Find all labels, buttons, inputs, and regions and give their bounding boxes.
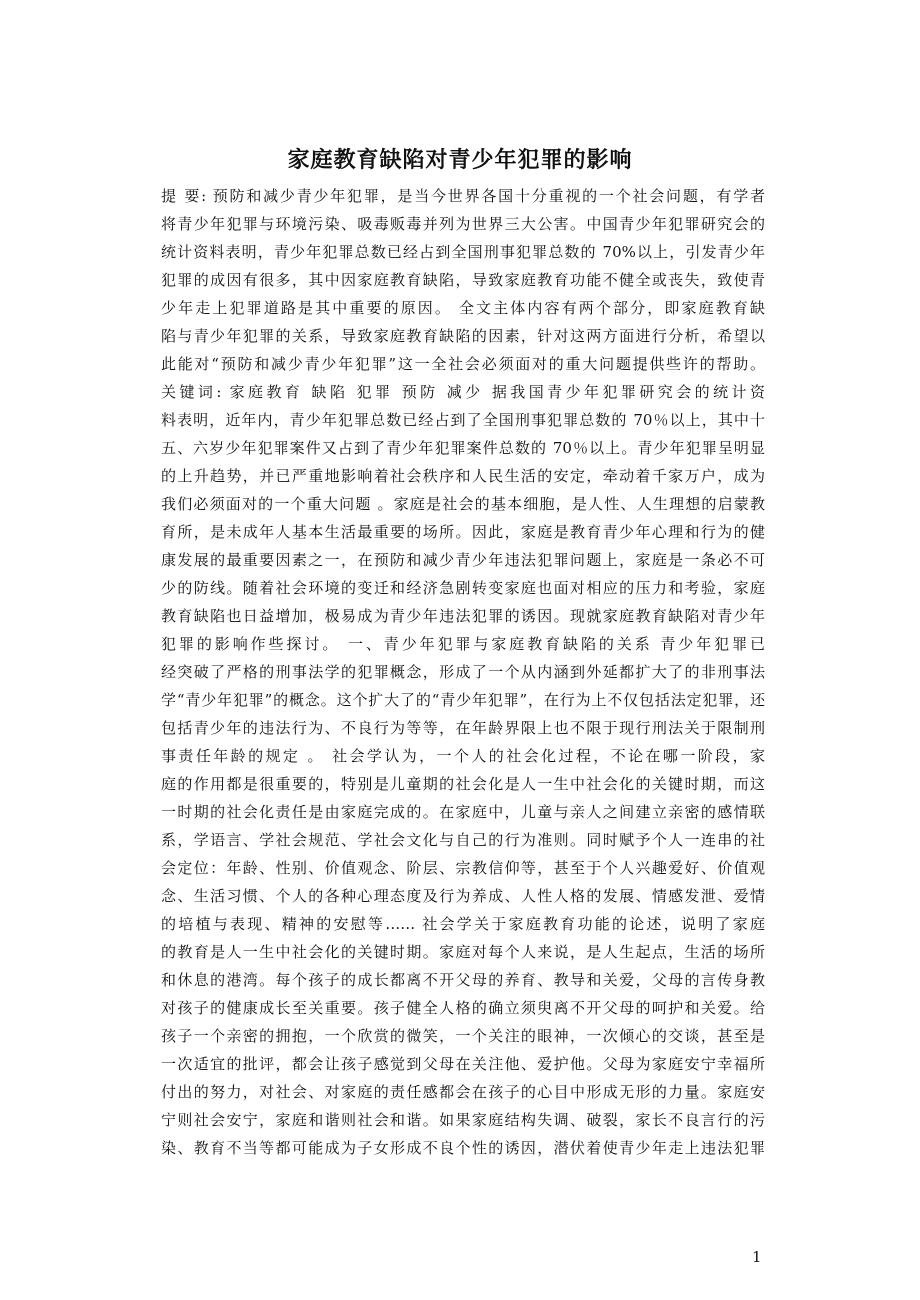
body-text-line: 我们必须面对的一个重大问题 。家庭是社会的基本细胞，是人性、人生理想的启蒙教 bbox=[161, 495, 765, 513]
body-text-line: 康发展的最重要因素之一，在预防和减少青少年违法犯罪问题上，家庭是一条必不可 bbox=[161, 551, 765, 569]
body-text-line: 经突破了严格的刑事法学的犯罪概念，形成了一个从内涵到外延都扩大了的非刑事法 bbox=[161, 663, 765, 681]
body-text-line: 陷与青少年犯罪的关系，导致家庭教育缺陷的因素，针对这两方面进行分析，希望以 bbox=[161, 327, 765, 345]
body-text-line: 犯罪的成因有很多，其中因家庭教育缺陷，导致家庭教育功能不健全或丧失，致使青 bbox=[161, 271, 765, 289]
body-text-line: 此能对“预防和减少青少年犯罪”这一全社会必须面对的重大问题提供些许的帮助。 bbox=[161, 355, 765, 373]
body-text-line: 学“青少年犯罪”的概念。这个扩大了的“青少年犯罪”，在行为上不仅包括法定犯罪，还 bbox=[161, 691, 765, 709]
body-text-line: 一时期的社会化责任是由家庭完成的。在家庭中，儿童与亲人之间建立亲密的感情联 bbox=[161, 803, 765, 821]
body-text-line: 会定位：年龄、性别、价值观念、阶层、宗教信仰等，甚至于个人兴趣爱好、价值观 bbox=[161, 859, 765, 877]
body-text-line: 统计资料表明，青少年犯罪总数已经占到全国刑事犯罪总数的 70%以上，引发青少年 bbox=[161, 243, 765, 261]
body-text-line: 教育缺陷也日益增加，极易成为青少年违法犯罪的诱因。现就家庭教育缺陷对青少年 bbox=[161, 607, 765, 625]
body-text-line: 系，学语言、学社会规范、学社会文化与自己的行为准则。同时赋予个人一连串的社 bbox=[161, 831, 765, 849]
body-text-line: 孩子一个亲密的拥抱，一个欣赏的微笑，一个关注的眼神，一次倾心的交谈，甚至是 bbox=[161, 1027, 765, 1045]
body-text-line: 对孩子的健康成长至关重要。孩子健全人格的确立须臾离不开父母的呵护和关爱。给 bbox=[161, 999, 765, 1017]
body-text-line: 染、教育不当等都可能成为子女形成不良个性的诱因，潜伏着使青少年走上违法犯罪 bbox=[161, 1139, 765, 1157]
body-text-line: 犯罪的影响作些探讨。 一、青少年犯罪与家庭教育缺陷的关系 青少年犯罪已 bbox=[161, 635, 765, 653]
body-text-line: 将青少年犯罪与环境污染、吸毒贩毒并列为世界三大公害。中国青少年犯罪研究会的 bbox=[161, 215, 765, 233]
body-text-line: 宁则社会安宁，家庭和谐则社会和谐。如果家庭结构失调、破裂，家长不良言行的污 bbox=[161, 1111, 765, 1129]
body-text-line: 的培植与表现、精神的安慰等…… 社会学关于家庭教育功能的论述，说明了家庭 bbox=[161, 915, 765, 933]
body-text-line: 提 要: 预防和减少青少年犯罪，是当今世界各国十分重视的一个社会问题，有学者 bbox=[161, 187, 765, 205]
body-text-line: 付出的努力，对社会、对家庭的责任感都会在孩子的心目中形成无形的力量。家庭安 bbox=[161, 1083, 765, 1101]
body-text-line: 事责任年龄的规定 。 社会学认为，一个人的社会化过程，不论在哪一阶段，家 bbox=[161, 747, 765, 765]
body-text-line: 料表明，近年内，青少年犯罪总数已经占到了全国刑事犯罪总数的 70％以上，其中十 bbox=[161, 411, 765, 429]
body-text-line: 少年走上犯罪道路是其中重要的原因。 全文主体内容有两个部分，即家庭教育缺 bbox=[161, 299, 765, 317]
body-text-line: 少的防线。随着社会环境的变迁和经济急剧转变家庭也面对相应的压力和考验，家庭 bbox=[161, 579, 765, 597]
body-text-line: 关键词: 家庭教育 缺陷 犯罪 预防 减少 据我国青少年犯罪研究会的统计资 bbox=[161, 383, 765, 401]
body-text-line: 的上升趋势，并已严重地影响着社会秩序和人民生活的安定，牵动着千家万户，成为 bbox=[161, 467, 765, 485]
page-number: 1 bbox=[752, 1248, 762, 1266]
document-body bbox=[161, 182, 765, 1162]
body-text-line: 一次适宜的批评，都会让孩子感觉到父母在关注他、爱护他。父母为家庭安宁幸福所 bbox=[161, 1055, 765, 1073]
body-text-line: 包括青少年的违法行为、不良行为等等，在年龄界限上也不限于现行刑法关于限制刑 bbox=[161, 719, 765, 737]
body-text-line: 育所，是未成年人基本生活最重要的场所。因此，家庭是教育青少年心理和行为的健 bbox=[161, 523, 765, 541]
body-text-line: 庭的作用都是很重要的，特别是儿童期的社会化是人一生中社会化的关键时期，而这 bbox=[161, 775, 765, 793]
body-text-line: 五、六岁少年犯罪案件又占到了青少年犯罪案件总数的 70％以上。青少年犯罪呈明显 bbox=[161, 439, 765, 457]
body-text-line: 的教育是人一生中社会化的关键时期。家庭对每个人来说，是人生起点，生活的场所 bbox=[161, 943, 765, 961]
body-text-line: 和休息的港湾。每个孩子的成长都离不开父母的养育、教导和关爱，父母的言传身教 bbox=[161, 971, 765, 989]
body-text-line: 念、生活习惯、个人的各种心理态度及行为养成、人性人格的发展、情感发泄、爱情 bbox=[161, 887, 765, 905]
document-title: 家庭教育缺陷对青少年犯罪的影响 bbox=[287, 148, 633, 173]
